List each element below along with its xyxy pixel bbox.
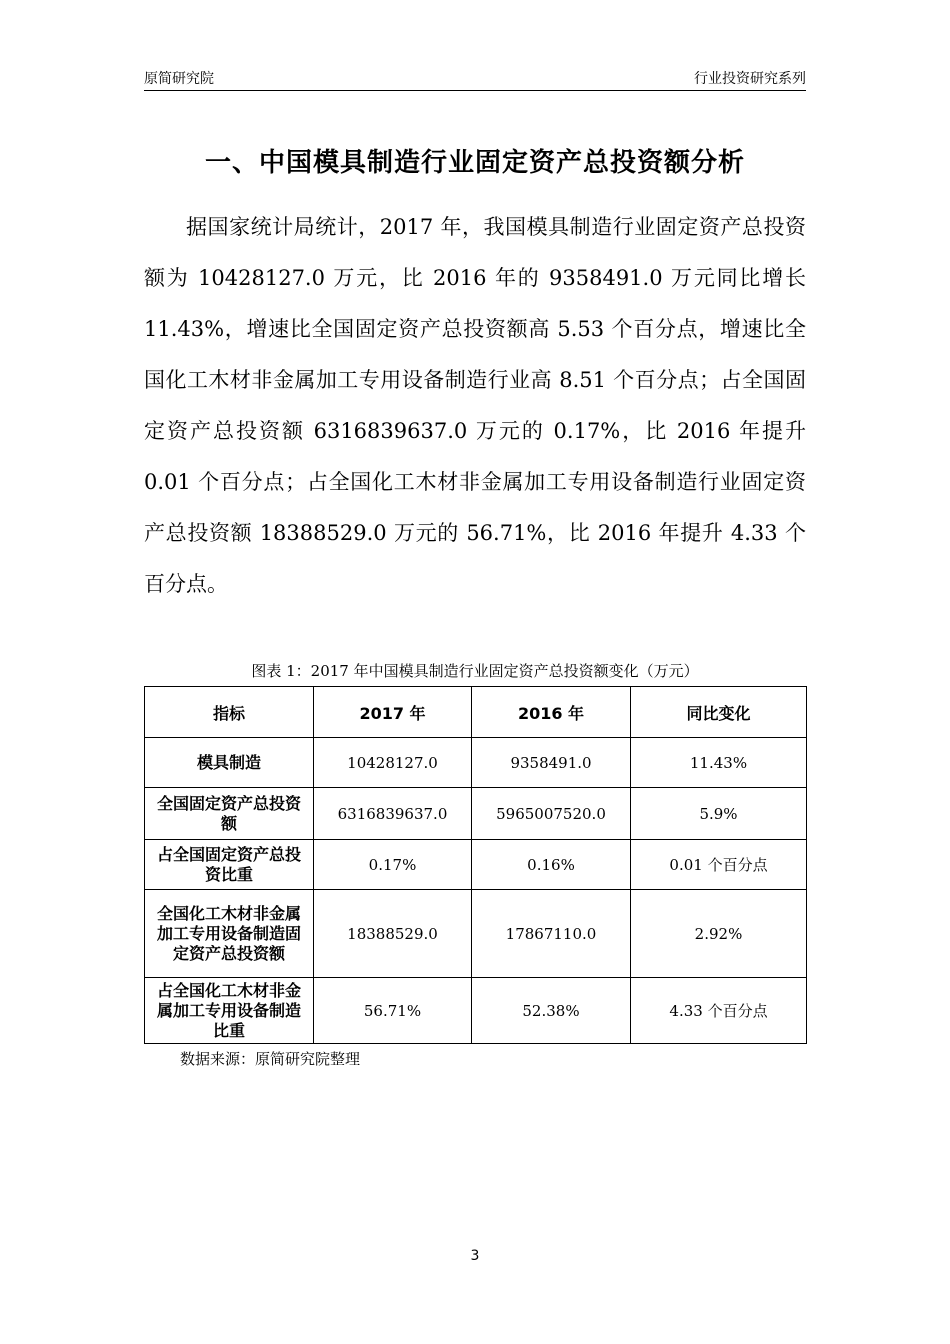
cell-2016: 5965007520.0 <box>472 788 631 840</box>
header-2017: 2017 年 <box>314 687 472 738</box>
cell-change: 11.43% <box>631 738 807 788</box>
cell-2017: 6316839637.0 <box>314 788 472 840</box>
header-org-name: 原简研究院 <box>144 71 214 87</box>
page-header <box>144 66 806 91</box>
row-label: 模具制造 <box>145 738 314 788</box>
header-series-name: 行业投资研究系列 <box>694 71 806 87</box>
cell-change: 4.33 个百分点 <box>631 978 807 1044</box>
cell-2016: 52.38% <box>472 978 631 1044</box>
row-label: 占全国化工木材非金属加工专用设备制造比重 <box>145 978 314 1044</box>
cell-2016: 9358491.0 <box>472 738 631 788</box>
cell-2017: 18388529.0 <box>314 890 472 978</box>
table-row <box>145 738 807 788</box>
data-source-note: 数据来源：原简研究院整理 <box>180 1050 361 1068</box>
section-title: 一、中国模具制造行业固定资产总投资额分析 <box>204 148 745 178</box>
table-row <box>145 840 807 890</box>
table-row <box>145 978 807 1044</box>
page-number: 3 <box>470 1248 480 1264</box>
cell-2017: 10428127.0 <box>314 738 472 788</box>
cell-2016: 17867110.0 <box>472 890 631 978</box>
cell-2016: 0.16% <box>472 840 631 890</box>
table-header-row <box>145 687 807 738</box>
row-label: 全国化工木材非金属加工专用设备制造固定资产总投资额 <box>145 890 314 978</box>
investment-table <box>144 686 807 1044</box>
cell-2017: 0.17% <box>314 840 472 890</box>
row-label: 占全国固定资产总投资比重 <box>145 840 314 890</box>
header-indicator: 指标 <box>145 687 314 738</box>
row-label: 全国固定资产总投资额 <box>145 788 314 840</box>
table-caption: 图表 1：2017 年中国模具制造行业固定资产总投资额变化（万元） <box>251 662 699 680</box>
cell-2017: 56.71% <box>314 978 472 1044</box>
table-row <box>145 788 807 840</box>
cell-change: 5.9% <box>631 788 807 840</box>
cell-change: 2.92% <box>631 890 807 978</box>
header-yoy-change: 同比变化 <box>631 687 807 738</box>
cell-change: 0.01 个百分点 <box>631 840 807 890</box>
table-row <box>145 890 807 978</box>
body-paragraph: 据国家统计局统计，2017 年，我国模具制造行业固定资产总投资额为 10428127.0 万元，比 2016 年的 9358491.0 万元同比增长 11.43%，增速比全国固定资产总投资额高 5.53 个百分点，增速比全国化工木材非金属加工专用设备制造行业高 8.51 个百分点；占全国固定资产总投资额 6316839637.0 万元的 0.17%，比 2016 年提升 0.01 个百分点；占全国化工木材非金属加工专用设备制造行业固定资产总投资额 18388529.0 万元的 56.71%，比 2016 年提升 4.33 个百分点。 <box>144 215 806 596</box>
header-2016: 2016 年 <box>472 687 631 738</box>
body-paragraph-block <box>144 202 806 610</box>
